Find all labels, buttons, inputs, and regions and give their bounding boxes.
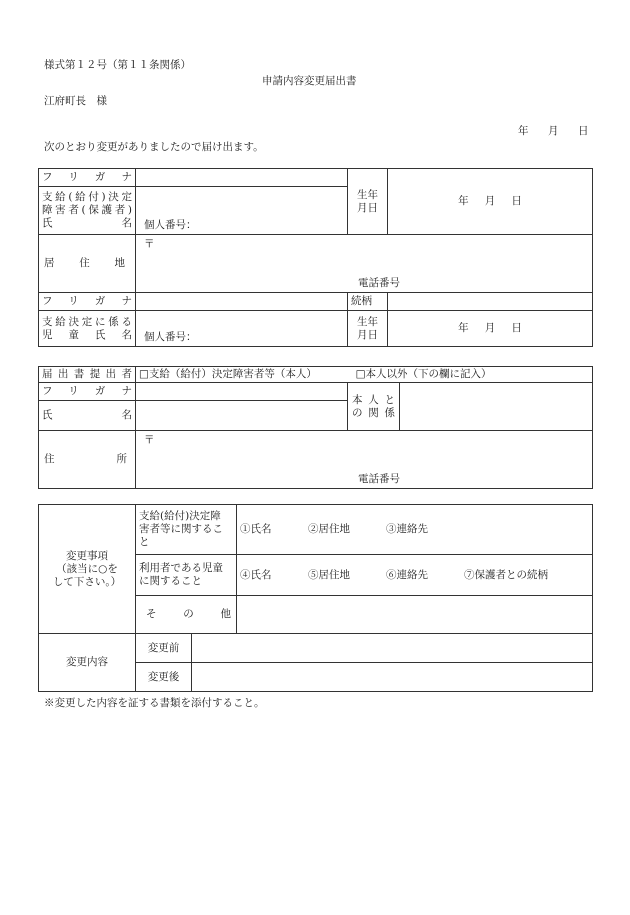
relation-field[interactable] — [400, 383, 593, 431]
after-label: 変更後 — [136, 663, 192, 692]
option-7[interactable]: ⑦保護者との続柄 — [464, 568, 548, 581]
address-field[interactable] — [136, 235, 593, 293]
birth-date-field[interactable]: 年 月 日 — [388, 169, 593, 235]
form-title: 申請内容変更届出書 — [262, 75, 357, 87]
child-personal-number-label: 個人番号： — [144, 331, 197, 343]
category-child-label: 利用者である児童 に関すること — [136, 555, 237, 596]
child-birth-label: 生年 月日 — [348, 311, 388, 347]
date-month: 月 — [548, 125, 559, 137]
before-label: 変更前 — [136, 634, 192, 663]
child-name-field[interactable] — [136, 311, 348, 347]
submitter-options — [136, 367, 593, 383]
submitter-table — [38, 366, 593, 489]
submitter-address-label: 住所 — [39, 431, 136, 489]
submitter-furigana-label: フリガナ — [39, 383, 136, 401]
submitter-name-label: 氏名 — [39, 401, 136, 431]
phone-label: 電話番号 — [358, 277, 400, 289]
child-name-label: 支給決定に係る 児童氏名 — [39, 311, 136, 347]
birth-label: 生年 月日 — [348, 169, 388, 235]
other-field[interactable] — [237, 596, 593, 634]
footnote: ※変更した内容を証する書類を添付すること。 — [44, 697, 265, 709]
submitter-furigana-field[interactable] — [136, 383, 348, 401]
category-recipient-options — [237, 505, 593, 555]
addressee: 江府町長 様 — [44, 95, 107, 107]
date-year: 年 — [518, 125, 529, 137]
option-4[interactable]: ④氏名 — [240, 568, 272, 581]
furigana-label: フリガナ — [39, 169, 136, 187]
relationship-field[interactable] — [388, 293, 593, 311]
option-self-checkbox[interactable]: □支給（給付）決定障害者等（本人） — [139, 368, 317, 380]
change-items-label: 変更事項 （該当に○を して下さい。） — [39, 505, 136, 634]
form-number: 様式第１２号（第１１条関係） — [44, 59, 191, 71]
option-1[interactable]: ①氏名 — [240, 523, 272, 535]
submitter-name-field[interactable] — [136, 401, 348, 431]
option-3[interactable]: ③連絡先 — [386, 523, 428, 535]
postal-mark: 〒 — [144, 238, 155, 250]
before-field[interactable] — [192, 634, 593, 663]
option-2[interactable]: ②居住地 — [308, 523, 350, 535]
child-furigana-label: フリガナ — [39, 293, 136, 311]
relationship-label: 続柄 — [348, 293, 388, 311]
child-birth-date-field[interactable]: 年 月 日 — [388, 311, 593, 347]
after-field[interactable] — [192, 663, 593, 692]
option-other-checkbox[interactable]: □本人以外（下の欄に記入） — [355, 368, 492, 380]
other-label: その他 — [136, 596, 237, 634]
date-day: 日 — [578, 125, 589, 137]
applicant-table — [38, 168, 593, 347]
submitter-postal-mark: 〒 — [144, 434, 155, 446]
child-furigana-field[interactable] — [136, 293, 348, 311]
change-table — [38, 504, 593, 692]
option-5[interactable]: ⑤居住地 — [308, 568, 350, 581]
address-label: 居住地 — [39, 235, 136, 293]
intro-text: 次のとおり変更がありましたので届け出ます。 — [44, 141, 264, 153]
change-content-label: 変更内容 — [39, 634, 136, 692]
recipient-name-field[interactable] — [136, 187, 348, 235]
recipient-name-label: 支給(給付)決定 障害者(保護者) 氏名 — [39, 187, 136, 235]
personal-number-label: 個人番号： — [144, 219, 197, 231]
submitter-label: 届出書提出者 — [39, 367, 136, 383]
category-child-options — [237, 555, 593, 596]
option-6[interactable]: ⑥連絡先 — [386, 568, 428, 581]
category-recipient-label: 支給(給付)決定障 害者等に関するこ と — [136, 505, 237, 555]
submitter-phone-label: 電話番号 — [358, 473, 400, 485]
relation-label: 本人と の関係 — [348, 383, 400, 431]
furigana-field[interactable] — [136, 169, 348, 187]
submitter-address-field[interactable] — [136, 431, 593, 489]
